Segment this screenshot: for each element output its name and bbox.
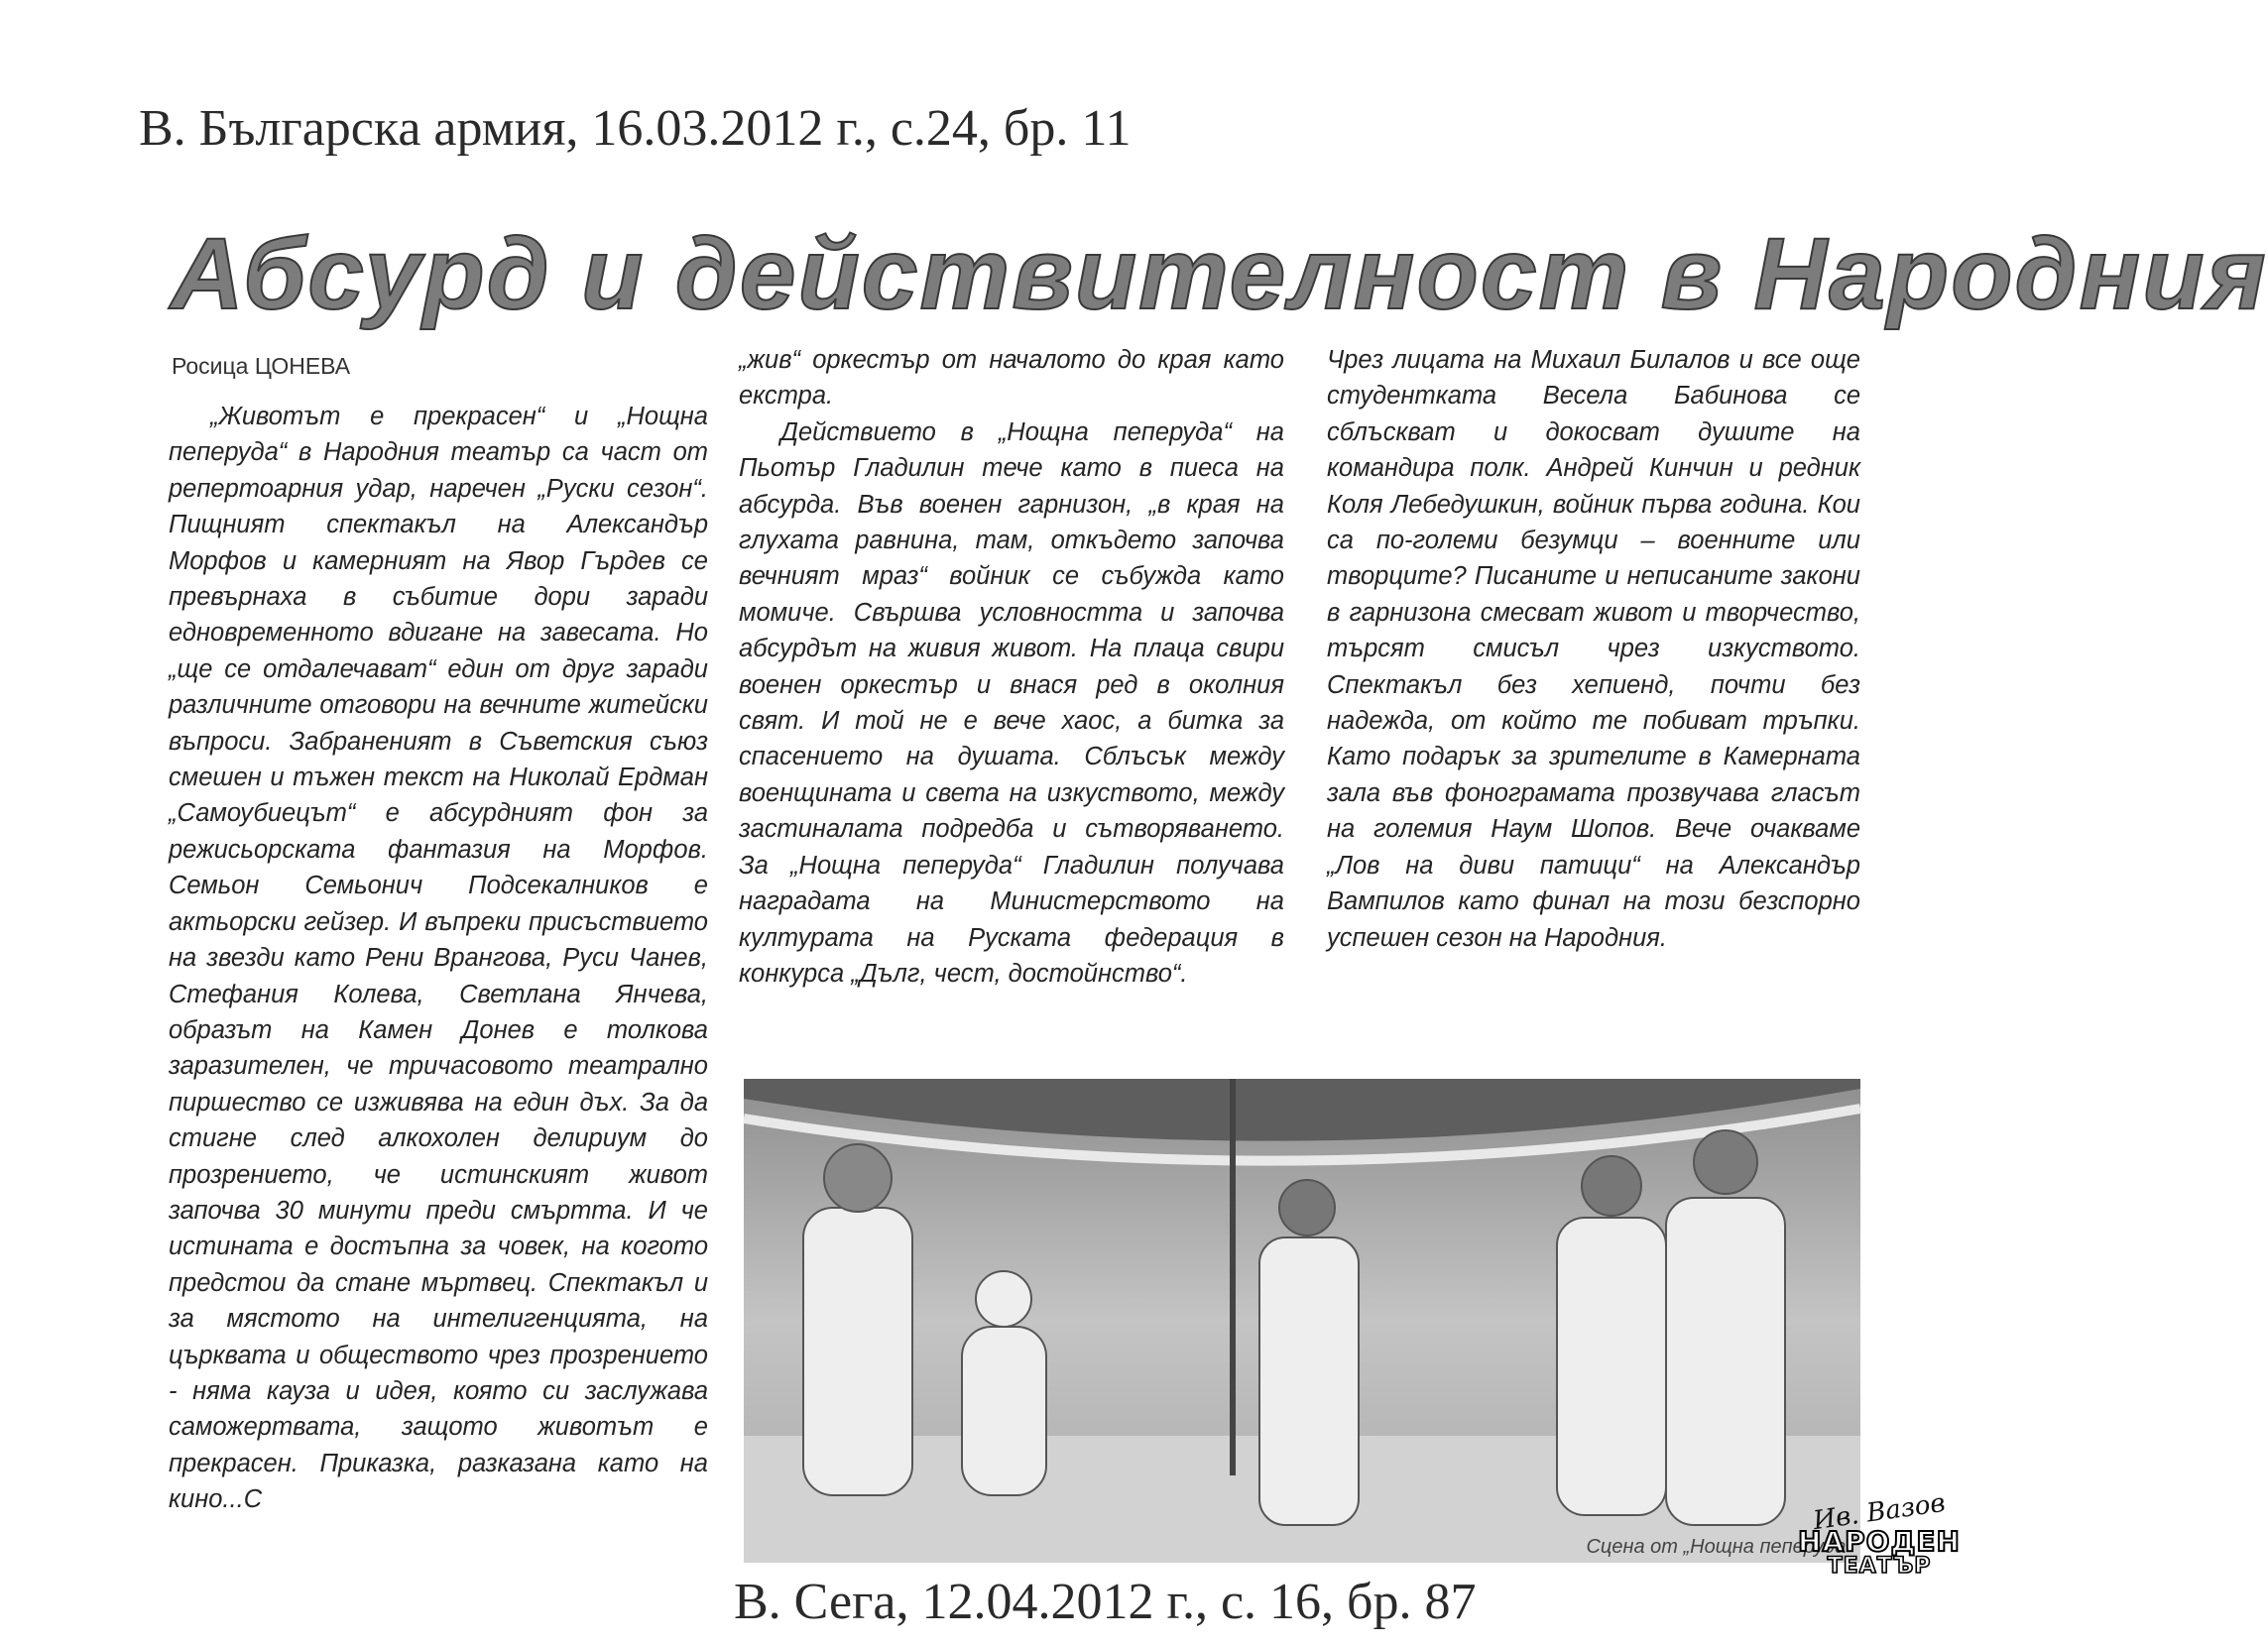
article-headline: Абсурд и действителност в Народния (171, 217, 2268, 330)
logo-line-2: ТЕАТЪР (1827, 1554, 1932, 1580)
photo-caption: Сцена от „Нощна пеперуда“ (1586, 1536, 1852, 1558)
paragraph: „Животът е прекрасен“ и „Нощна пеперуда“ в Народния театър са част от репертоарния удар, наречен „Руски сезон“. Пищният спектакъл на Александър Морфов и камерният на Явор Гърдев се превърнаха в събитие дори заради едновременното вдигане на завесата. Но „ще се отдалечават“ един от друг заради различните отговори на вечните житейски въпроси. Забраненият в Съветския съюз смешен и тъжен текст на Николай Ердман „Самоубиецът“ е абсурдният фон за режисьорската фантазия на Морфов. Семьон Семьонич Подсекалников е актьорски гейзер. И въпреки присъствието на звезди като Рени Врангова, Руси Чанев, Стефания Колева, Светлана Янчева, образът на Камен Донев е толкова заразителен, че тричасовото театрално пиршество се изживява на един дъх. За да стигне след алкохолен делириум до прозрението, че истинският живот започва 30 минути преди смъртта. И че истината е достъпна за човек, на когото предстои да стане мъртвец. Спектакъл и за мястото на интелигенцията, на църквата и обществото чрез прозрението - няма кауза и идея, която си заслужава саможертвата, защото животът е прекрасен. Приказка, разказана като на кино...С (169, 403, 708, 1514)
paragraph: „жив“ оркестър от началото до края като екстра. (739, 346, 1284, 411)
article-column-3 (1327, 342, 1860, 956)
photo-image (744, 1079, 1860, 1563)
source-header-bottom: В. Сега, 12.04.2012 г., с. 16, бр. 87 (734, 1574, 1477, 1630)
paragraph: Действието в „Нощна пеперуда“ на Пьотър Гладилин тече като в пиеса на абсурда. Във военен гарнизон, „в края на глухата равнина, там, откъдето започва вечният мраз“ войник се събужда като момиче. Свършва условността и започва абсурдът на живия живот. На плаца свири военен оркестър и внася ред в околния свят. И той не е вече хаос, а битка за спасението на душата. Сблъсък между военщината и света на изкуството, между застиналата подредба и сътворяването. За „Нощна пеперуда“ Гладилин получава наградата на Министерството на културата на Руската федерация в конкурса „Дълг, чест, достойнство“. (739, 417, 1284, 988)
article-column-1 (169, 399, 708, 1518)
logo-line-1: НАРОДЕН (1798, 1525, 1961, 1558)
logo-signature: Ив. Вазов (1811, 1487, 1948, 1537)
article-author: Росица ЦОНЕВА (172, 353, 351, 379)
national-theatre-logo (1780, 1487, 1978, 1580)
source-header-top: В. Българска армия, 16.03.2012 г., с.24, бр. 11 (139, 100, 1132, 157)
paragraph: Чрез лицата на Михаил Билалов и все още студентката Весела Бабинова се сблъскват и докосват душите на командира полк. Андрей Кинчин и редник Коля Лебедушкин, войник първа година. Кои са по-големи безумци – военните или творците? Писаните и неписаните закони в гарнизона смесват живот и творчество, търсят смисъл чрез изкуството. Спектакъл без хепиенд, почти без надежда, от който те побиват тръпки. Като подарък за зрителите в Камерната зала във фонограмата прозвучава гласът на големия Наум Шопов. Вече очакваме „Лов на диви патици“ на Александър Вампилов като финал на този безспорно успешен сезон на Народния. (1327, 346, 1860, 952)
theatre-scene-photo (744, 1079, 1860, 1563)
article-column-2 (739, 342, 1284, 992)
